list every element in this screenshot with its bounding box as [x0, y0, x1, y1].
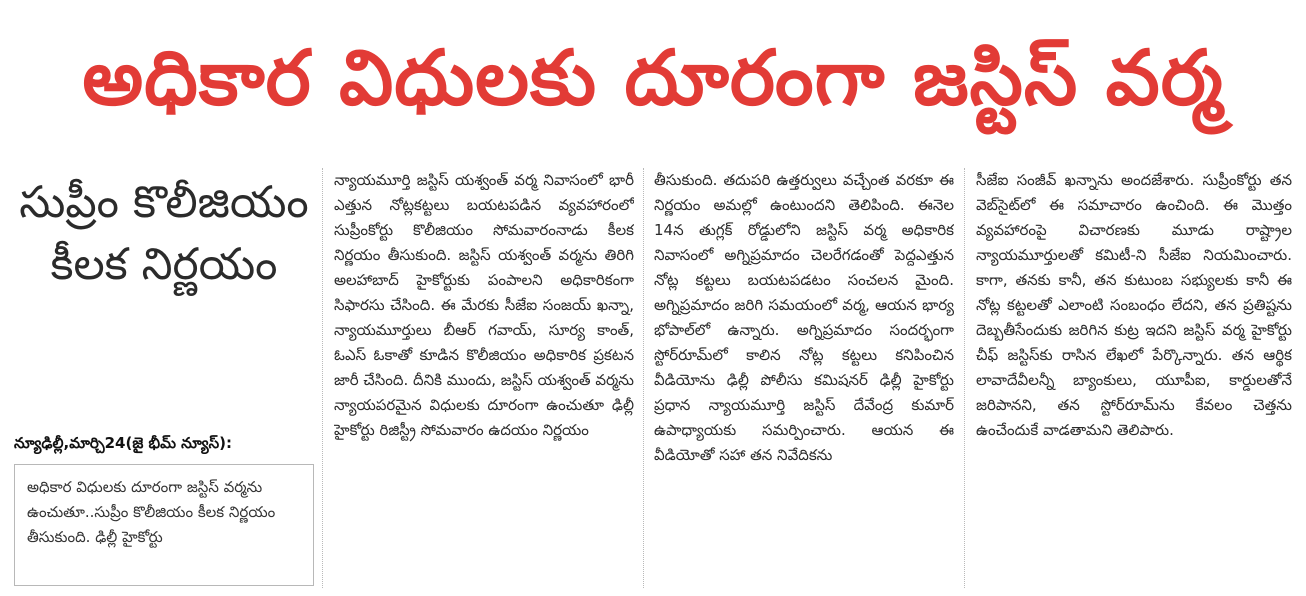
body-text: తీసుకుంది. తదుపరి ఉత్తర్వులు వచ్చేంత వరకూ ఈ నిర్ణయం అమల్లో ఉంటుందని తెలిపింది. ఈనెల 14న తుగ్లక్ రోడ్డులోని జస్టిస్ వర్మ అధికారిక నివాసంలో అగ్నిప్రమాదం చెలరేగడంతో పెద్దఎత్తున నోట్ల కట్టలు బయటపడటం సంచలన మైంది. అగ్నిప్రమాదం జరిగి సమయంలో వర్మ, ఆయన భార్య భోపాల్‌లో ఉన్నారు. అగ్నిప్రమాదం సందర్భంగా స్టోర్‌రూమ్‌లో కాలిన నోట్ల కట్టలు కనిపించిన వీడియోను ఢిల్లీ పోలీసు కమిషనర్ ఢిల్లీ హైకోర్టు ప్రధాన న్యాయమూర్తి జస్టిస్ దేవేంద్ర కుమార్ ఉపాధ్యాయకు సమర్పించారు. ఆయన ఈ వీడియోతో సహా తన నివేదికను [654, 171, 954, 464]
column-3 [654, 168, 954, 592]
dateline: న్యూఢిల్లీ,మార్చి24(జై భీమ్ న్యూస్): [14, 434, 232, 452]
body-text: సీజేఐ సంజీవ్ ఖన్నాను అందజేశారు. సుప్రీంకోర్టు తన వెబ్‌సైట్‌లో ఈ సమాచారం ఉంచింది. ఈ మొత్తం వ్యవహారంపై విచారణకు మూడు రాష్ట్రాల న్యాయమూర్తులతో కమిటీ-ని సీజేఐ నియమించారు. కాగా, తనకు కానీ, తన కుటుంబ సభ్యులకు కానీ ఈ నోట్ల కట్టలతో ఎలాంటి సంబంధం లేదని, తన ప్రతిష్టను దెబ్బతీసేందుకు జరిగిన కుట్ర ఇదని జస్టిస్ వర్మ హైకోర్టు చీఫ్ జస్టిస్‌కు రాసిన లేఖలో పేర్కొన్నారు. తన ఆర్థిక లావాదేవీలన్నీ బ్యాంకులు, యూపీఐ, కార్డులతోనే జరిపానని, తన స్టోర్‌రూమ్‌ను కేవలం చెత్తను ఉంచేందుకే వాడతామని తెలిపారు. [976, 171, 1292, 439]
sub-headline: సుప్రీం కొలీజియం కీలక నిర్ణయం [19, 177, 309, 290]
column-4 [976, 168, 1292, 592]
column-divider [322, 168, 323, 588]
headline: అధికార విధులకు దూరంగా జస్టిస్ వర్మ [82, 33, 1224, 122]
column-divider [643, 168, 644, 588]
column-divider [964, 168, 965, 588]
column-2 [334, 168, 634, 592]
column-1 [14, 168, 314, 592]
lead-box: అధికార విధులకు దూరంగా జస్టిస్ వర్మను ఉంచుతూ..సుప్రీం కొలీజియం కీలక నిర్ణయం తీసుకుంది. ఢిల్లీ హైకోర్టు [14, 464, 314, 586]
body-text: న్యాయమూర్తి జస్టిస్ యశ్వంత్ వర్మ నివాసంలో భారీ ఎత్తున నోట్లకట్టలు బయటపడిన వ్యవహారంలో సుప్రీంకోర్టు కొలీజియం సోమవారంనాడు కీలక నిర్ణయం తీసుకుంది. జస్టిస్ యశ్వంత్ వర్మను తిరిగి అలహాబాద్ హైకోర్టుకు పంపాలని అధికారికంగా సిఫారసు చేసింది. ఈ మేరకు సీజేఐ సంజయ్ ఖన్నా, న్యాయమూర్తులు బీఆర్ గవాయ్, సూర్య కాంత్, ఓఎస్ ఓకాతో కూడిన కొలీజియం అధికారిక ప్రకటన జారీ చేసింది. దీనికి ముందు, జస్టిస్ యశ్వంత్ వర్మను న్యాయపరమైన విధులకు దూరంగా ఉంచుతూ ఢిల్లీ హైకోర్టు రిజిస్ట్రీ సోమవారం ఉదయం నిర్ణయం [334, 171, 634, 439]
